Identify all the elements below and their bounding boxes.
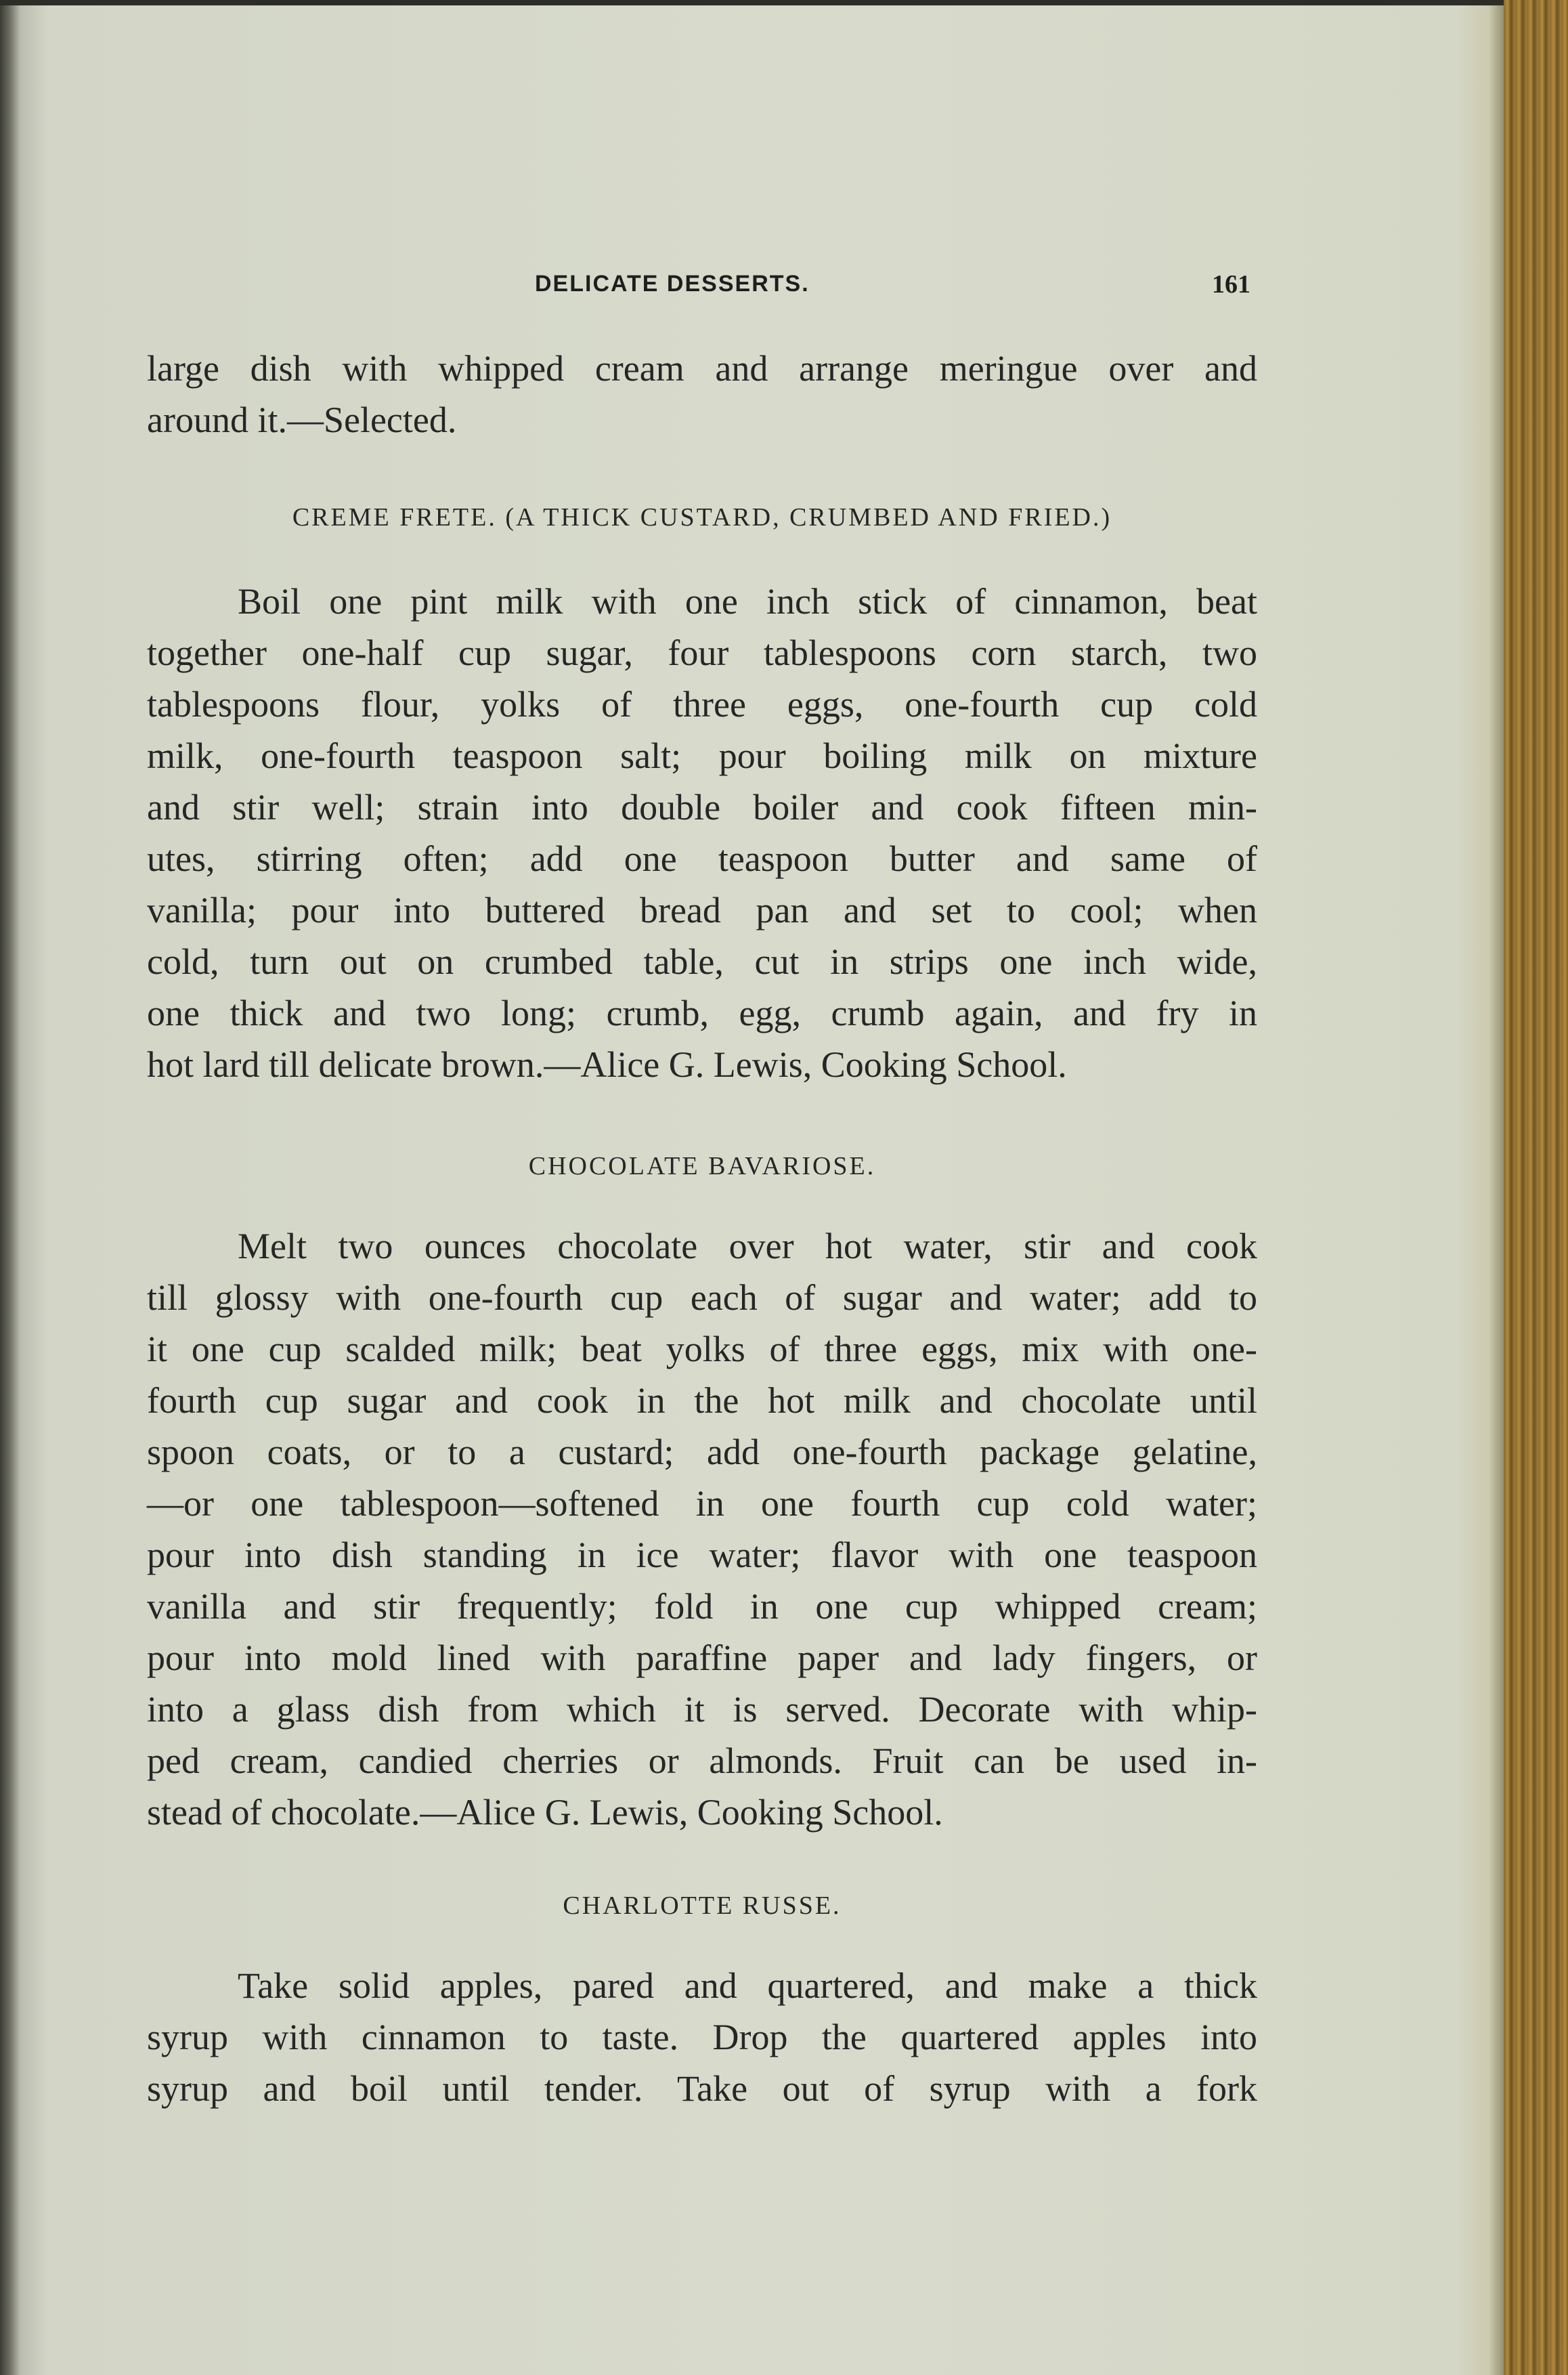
- recipe-title: CHOCOLATE BAVARIOSE.: [528, 1152, 876, 1180]
- recipe-paragraph: [147, 576, 1257, 1090]
- book-edge: [1504, 0, 1568, 2375]
- text-line: vanilla; pour into buttered bread pan and set to cool; when: [147, 890, 1257, 930]
- text-line: —or one tablespoon—softened in one fourth cup cold water;: [147, 1483, 1257, 1524]
- text-line: cold, turn out on crumbed table, cut in strips one inch wide,: [147, 941, 1257, 982]
- text-line: Melt two ounces chocolate over hot water, stir and cook: [238, 1226, 1257, 1266]
- recipe-paragraph: [147, 1220, 1257, 1838]
- text-line: hot lard till delicate brown.—Alice G. Lewis, Cooking School.: [147, 1044, 1067, 1085]
- text-line: one thick and two long; crumb, egg, crumb again, and fry in: [147, 993, 1257, 1033]
- running-head: DELICATE DESSERTS.: [535, 271, 810, 297]
- text-line: and stir well; strain into double boiler and cook fifteen min-: [147, 787, 1257, 828]
- text-line: around it.—Selected.: [147, 400, 457, 440]
- continuation-paragraph: [147, 343, 1257, 446]
- recipe-paragraph: [147, 1960, 1257, 2114]
- text-line: Take solid apples, pared and quartered, and make a thick: [238, 1965, 1257, 2006]
- text-line: utes, stirring often; add one teaspoon butter and same of: [147, 838, 1257, 879]
- recipe-title: CREME FRETE. (A THICK CUSTARD, CRUMBED AND FRIED.): [292, 503, 1112, 532]
- text-line: syrup and boil until tender. Take out of syrup with a fork: [147, 2068, 1257, 2109]
- text-line: Boil one pint milk with one inch stick of cinnamon, beat: [238, 581, 1257, 622]
- text-line: it one cup scalded milk; beat yolks of three eggs, mix with one-: [147, 1329, 1257, 1369]
- page-number: 161: [1212, 270, 1250, 299]
- text-line: milk, one-fourth teaspoon salt; pour boiling milk on mixture: [147, 735, 1257, 776]
- text-line: fourth cup sugar and cook in the hot milk and chocolate until: [147, 1380, 1257, 1421]
- text-line: tablespoons flour, yolks of three eggs, one-fourth cup cold: [147, 684, 1257, 725]
- gutter-shadow: [1489, 0, 1504, 2375]
- scan-border: [0, 0, 1568, 5]
- text-line: vanilla and stir frequently; fold in one cup whipped cream;: [147, 1586, 1257, 1627]
- text-line: ped cream, candied cherries or almonds. Fruit can be used in-: [147, 1740, 1257, 1781]
- recipe-title: CHARLOTTE RUSSE.: [563, 1891, 842, 1920]
- text-line: into a glass dish from which it is served. Decorate with whip-: [147, 1689, 1257, 1730]
- text-line: together one-half cup sugar, four tablespoons corn starch, two: [147, 633, 1257, 673]
- text-line: spoon coats, or to a custard; add one-fourth package gelatine,: [147, 1432, 1257, 1472]
- text-line: till glossy with one-fourth cup each of sugar and water; add to: [147, 1277, 1257, 1318]
- text-line: syrup with cinnamon to taste. Drop the quartered apples into: [147, 2017, 1257, 2057]
- text-line: pour into mold lined with paraffine paper and lady fingers, or: [147, 1638, 1257, 1678]
- text-line: pour into dish standing in ice water; flavor with one teaspoon: [147, 1535, 1257, 1575]
- text-line: stead of chocolate.—Alice G. Lewis, Cooking School.: [147, 1792, 943, 1833]
- text-line: large dish with whipped cream and arrange meringue over and: [147, 348, 1257, 389]
